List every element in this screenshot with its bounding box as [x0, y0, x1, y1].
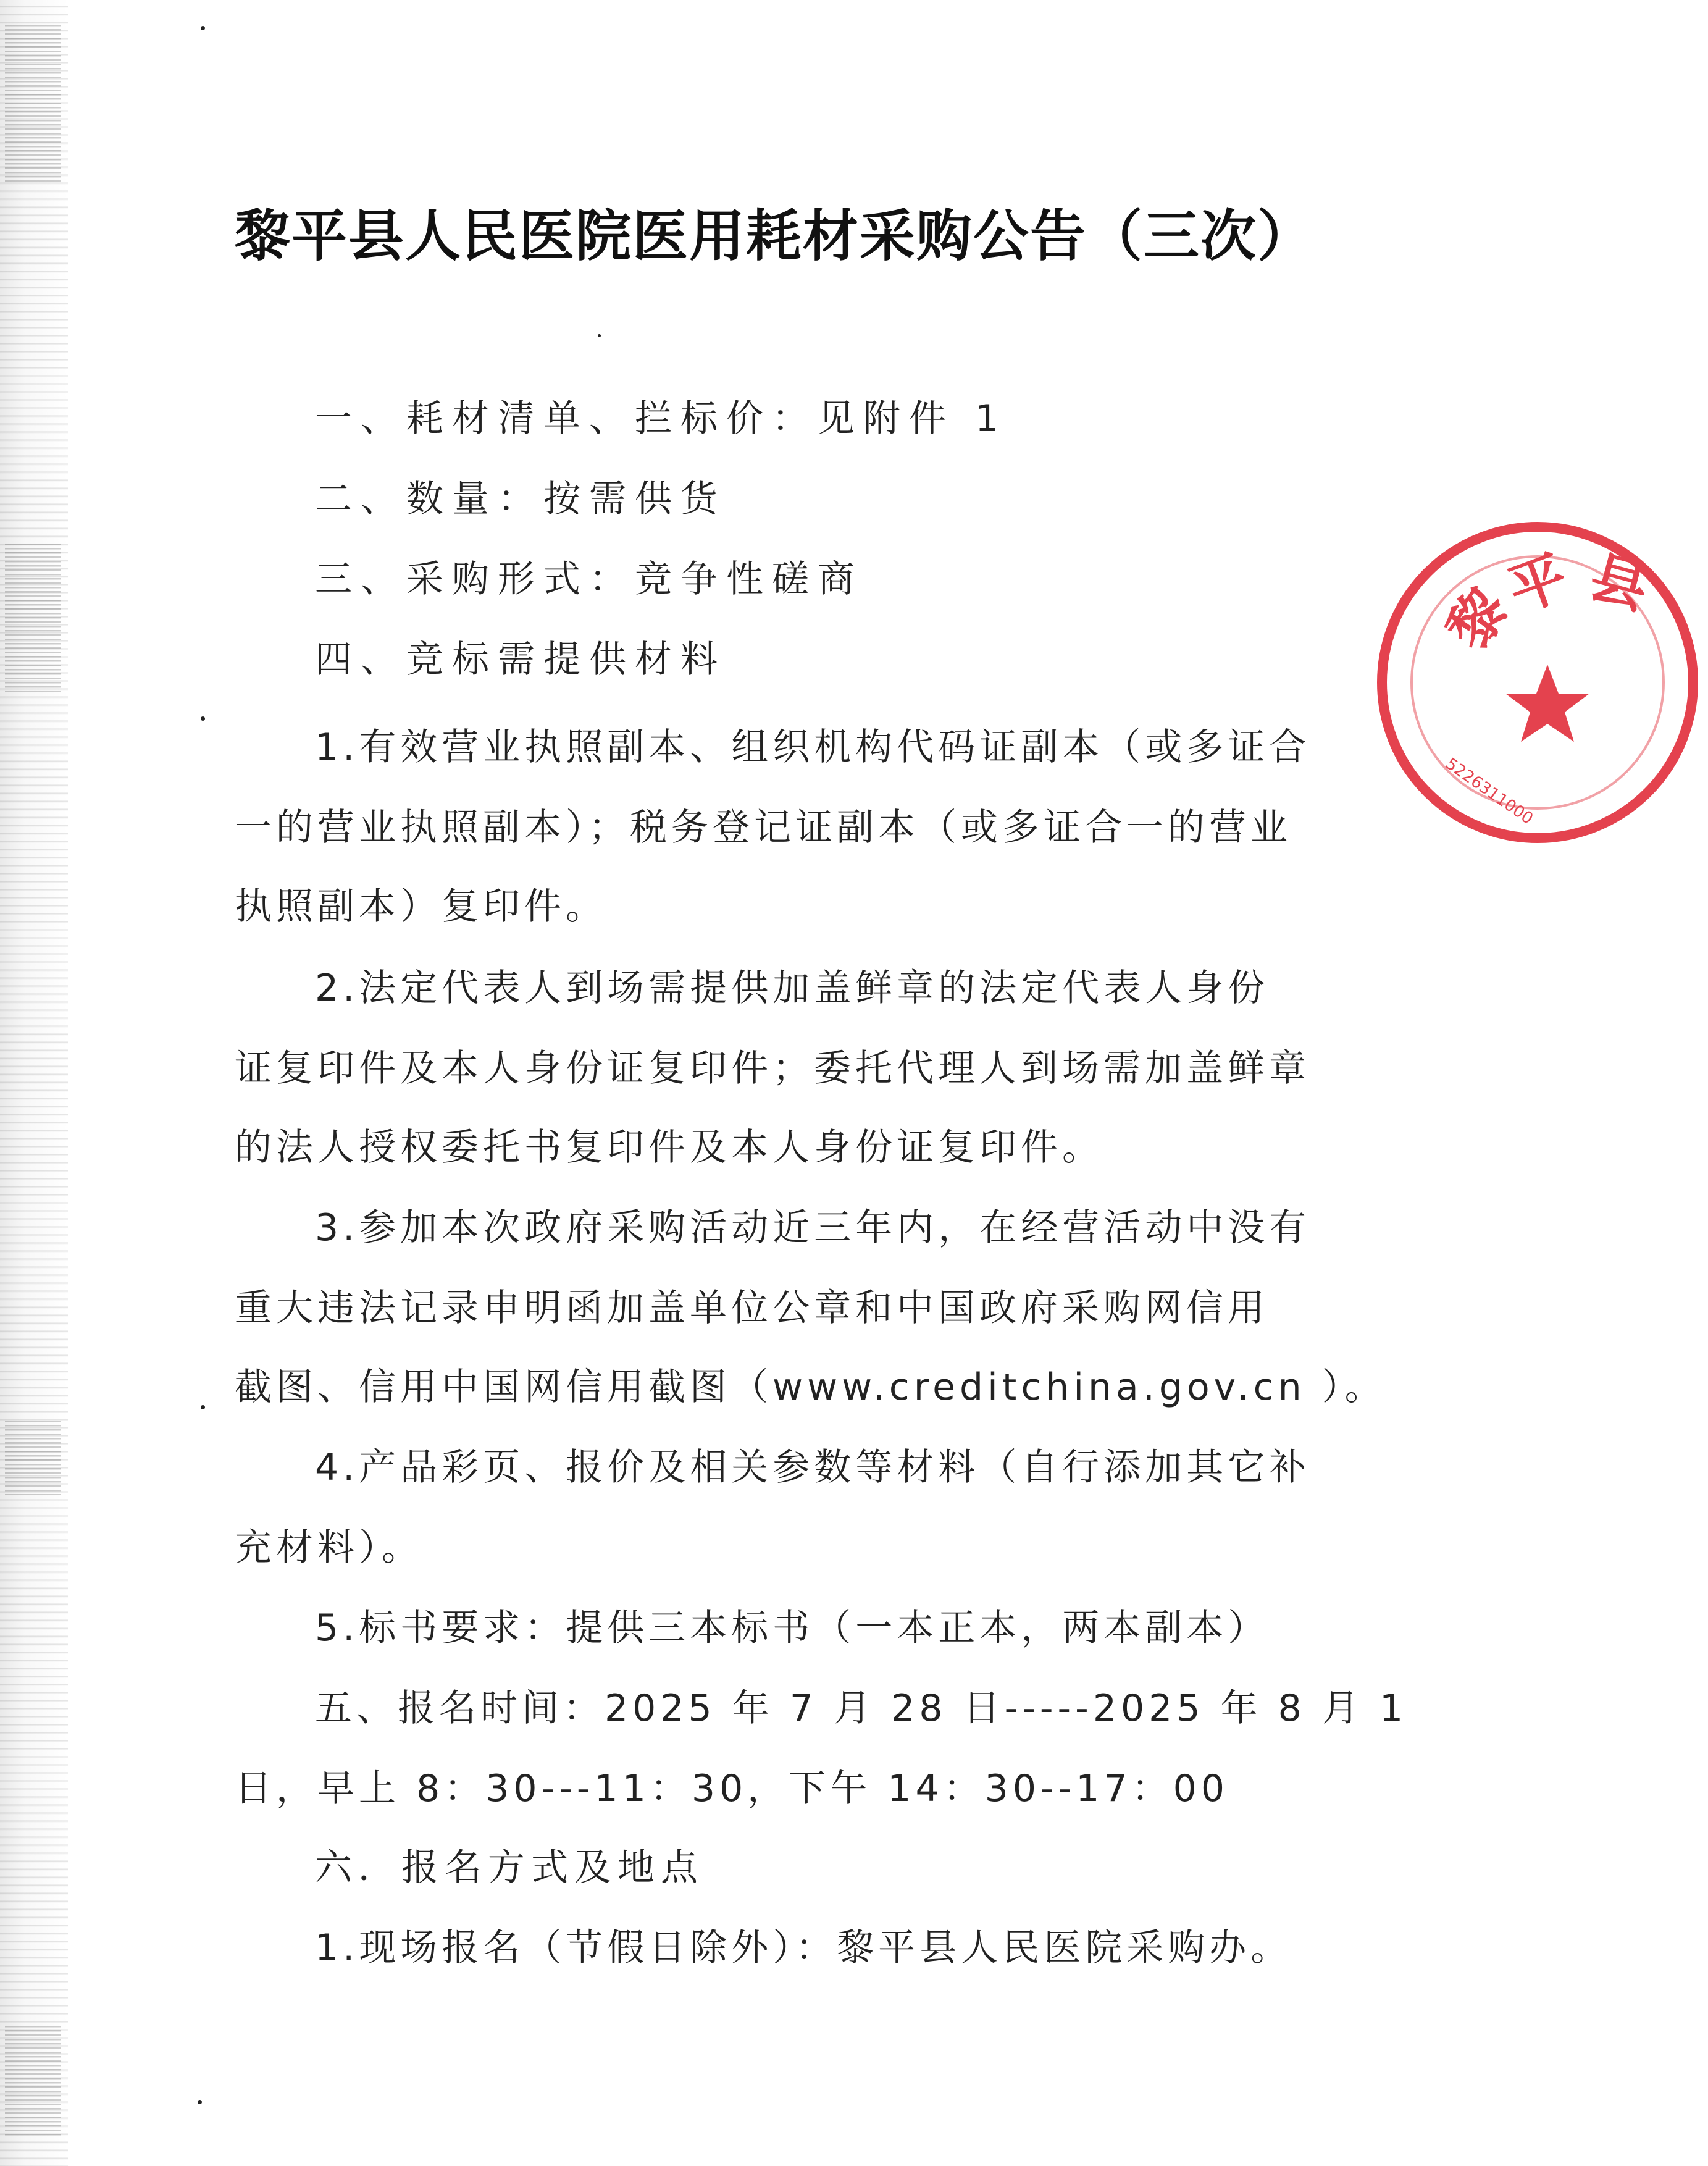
section-registration-method: 六．报名方式及地点: [315, 1846, 704, 1889]
item-1-line-2: 一的营业执照副本）；税务登记证副本（或多证合一的营业: [235, 806, 1292, 849]
section-materials-list: 一、耗材清单、拦标价：见附件 1: [315, 397, 1008, 440]
seal-emblem: [1387, 532, 1708, 853]
svg-text:5226311000: 5226311000: [1442, 754, 1537, 829]
scan-speck: [201, 1405, 205, 1409]
svg-text:黎: 黎: [1434, 576, 1522, 661]
item-1-line-3: 执照副本）复印件。: [235, 885, 607, 928]
section-required-materials: 四、竞标需提供材料: [315, 638, 726, 681]
item-2-line-3: 的法人授权委托书复印件及本人身份证复印件。: [235, 1126, 1103, 1169]
document-title: 黎平县人民医院医用耗材采购公告（三次）: [235, 203, 1314, 269]
official-seal: [1377, 522, 1698, 843]
item-4-line-1: 4.产品彩页、报价及相关参数等材料（自行添加其它补: [315, 1446, 1311, 1489]
section-quantity: 二、数量：按需供货: [315, 477, 726, 521]
item-3-line-2: 重大违法记录申明函加盖单位公章和中国政府采购网信用: [235, 1287, 1269, 1330]
item-1-line-1: 1.有效营业执照副本、组织机构代码证副本（或多证合: [315, 726, 1311, 769]
svg-text:平: 平: [1499, 542, 1576, 625]
item-5-line-1: 5.标书要求：提供三本标书（一本正本，两本副本）: [315, 1606, 1270, 1650]
scan-edge-noise: [0, 0, 68, 2166]
registration-time-line-1: 五、报名时间：2025 年 7 月 28 日-----2025 年 8 月 1: [315, 1687, 1408, 1730]
registration-location: 1.现场报名（节假日除外）：黎平县人民医院采购办。: [315, 1926, 1292, 1970]
scan-speck: [201, 716, 205, 721]
item-3-line-1: 3.参加本次政府采购活动近三年内，在经营活动中没有: [315, 1206, 1311, 1249]
item-2-line-1: 2.法定代表人到场需提供加盖鲜章的法定代表人身份: [315, 967, 1270, 1010]
item-2-line-2: 证复印件及本人身份证复印件；委托代理人到场需加盖鲜章: [235, 1047, 1310, 1090]
svg-text:县: 县: [1583, 543, 1656, 623]
item-3-line-3: 截图、信用中国网信用截图（www.creditchina.gov.cn ）。: [235, 1366, 1386, 1409]
item-4-line-2: 充材料）。: [235, 1526, 423, 1569]
section-procurement-form: 三、采购形式：竞争性磋商: [315, 558, 863, 601]
scan-speck: [201, 26, 205, 30]
scan-speck: [198, 2100, 202, 2104]
scan-speck: [598, 334, 601, 337]
registration-time-line-2: 日，早上 8：30---11：30，下午 14：30--17：00: [235, 1767, 1229, 1810]
